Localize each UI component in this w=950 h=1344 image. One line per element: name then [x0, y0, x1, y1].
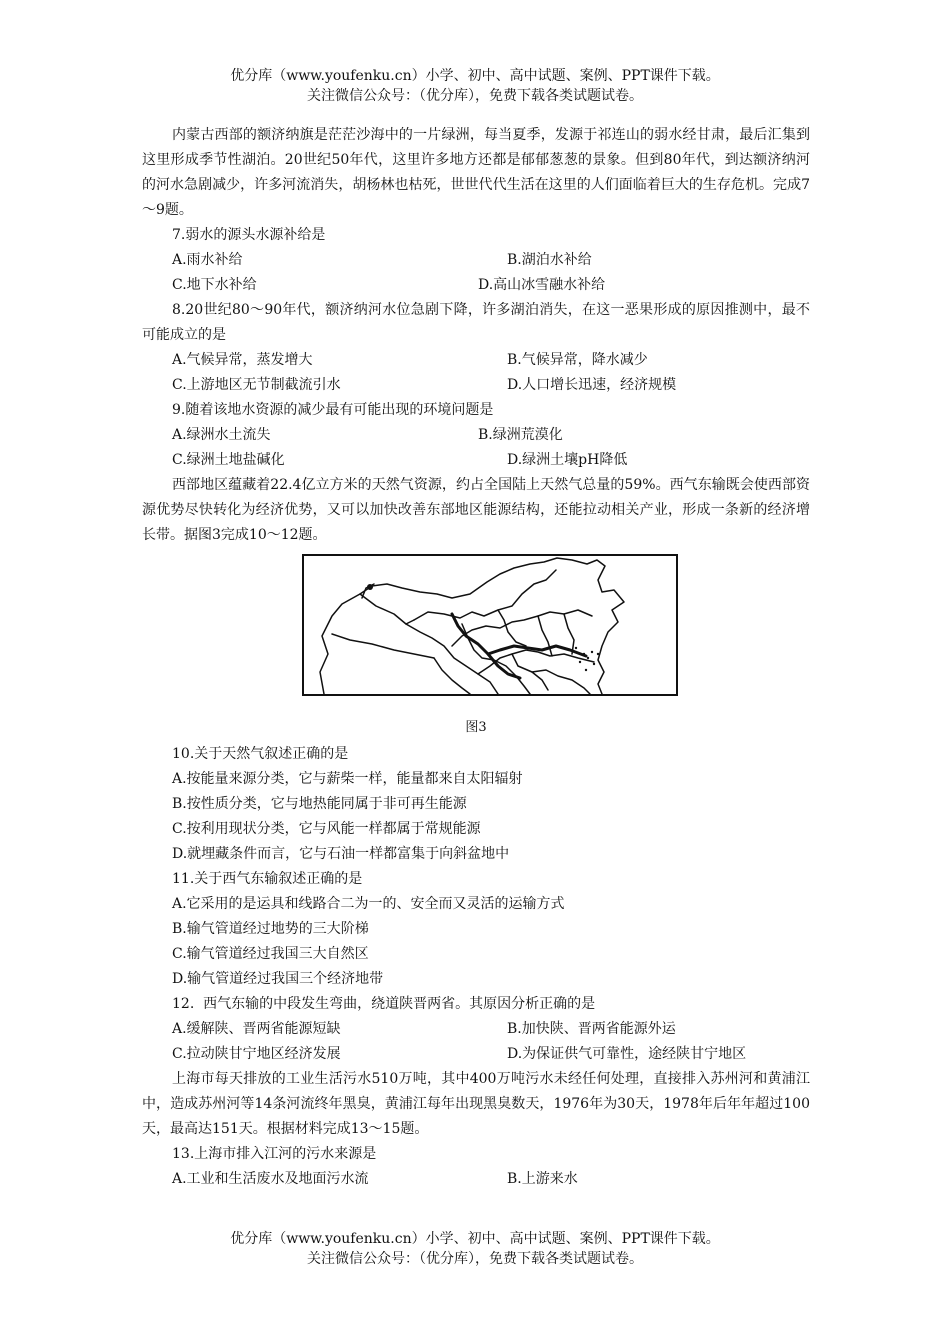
q10-option-a: A.按能量来源分类，它与薪柴一样，能量都来自太阳辐射: [172, 771, 523, 787]
q8-options-row-1: [142, 348, 810, 373]
q10-option-c: C.按利用现状分类，它与风能一样都属于常规能源: [172, 821, 481, 837]
q12-option-c: C.拉动陕甘宁地区经济发展: [172, 1046, 341, 1062]
q12-options-row-1: [142, 1017, 810, 1042]
footer-line-1: 优分库（www.youfenku.cn）小学、初中、高中试题、案例、PPT课件下载。: [230, 1231, 720, 1247]
q7-option-c: C.地下水补给: [172, 277, 257, 293]
q11-option-d: D.输气管道经过我国三个经济地带: [172, 971, 384, 987]
q8-options-row-2: [142, 373, 810, 398]
q8-option-a: A.气候异常，蒸发增大: [172, 352, 313, 368]
q8-option-d: D.人口增长迅速，经济规模: [507, 377, 677, 393]
document-body: [142, 123, 810, 1192]
china-outline-map: [302, 554, 678, 696]
q10-stem: 10.关于天然气叙述正确的是: [172, 746, 349, 762]
q10-option-b: B.按性质分类，它与地热能同属于非可再生能源: [172, 796, 467, 812]
q13-option-b: B.上游来水: [507, 1171, 578, 1187]
figure-3-caption: 图3: [465, 720, 487, 735]
figure-3-map: [302, 554, 678, 696]
q7-stem: 7.弱水的源头水源补给是: [172, 227, 326, 243]
header-line-1: 优分库（www.youfenku.cn）小学、初中、高中试题、案例、PPT课件下载。: [230, 68, 720, 84]
q11-option-c: C.输气管道经过我国三大自然区: [172, 946, 369, 962]
q8-stem: 8.20世纪80～90年代，额济纳河水位急剧下降，许多湖泊消失，在这一恶果形成的原因推测中，最不可能成立的是: [142, 302, 810, 343]
q9-options-row-2: [142, 448, 810, 473]
q12-option-b: B.加快陕、晋两省能源外运: [507, 1021, 676, 1037]
q9-stem: 9.随着该地水资源的减少最有可能出现的环境问题是: [172, 402, 494, 418]
q12-options-row-2: [142, 1042, 810, 1067]
q12-option-a: A.缓解陕、晋两省能源短缺: [172, 1021, 341, 1037]
q9-options-row-1: [142, 423, 810, 448]
footer-line-2: 关注微信公众号：（优分库），免费下载各类试题试卷。: [307, 1251, 643, 1267]
q13-stem: 13.上海市排入江河的污水来源是: [172, 1146, 377, 1162]
q12-stem: 12. 西气东输的中段发生弯曲，绕道陕晋两省。其原因分析正确的是: [172, 996, 596, 1012]
q9-option-c: C.绿洲土地盐碱化: [172, 452, 285, 468]
q9-option-b: B.绿洲荒漠化: [478, 427, 563, 443]
passage-3: 上海市每天排放的工业生活污水510万吨，其中400万吨污水未经任何处理，直接排入苏州河和黄浦江中，造成苏州河等14条河流终年黑臭，黄浦江每年出现黑臭数天，1976年为30天，1978年后年年超过100天，最高达151天。根据材料完成13～15题。: [142, 1071, 810, 1137]
q12-option-d: D.为保证供气可靠性，途经陕甘宁地区: [507, 1046, 747, 1062]
page-header: [0, 66, 950, 106]
q7-options-row-2: [142, 273, 810, 298]
q7-option-d: D.高山冰雪融水补给: [478, 277, 606, 293]
page-footer: [0, 1229, 950, 1269]
q11-option-a: A.它采用的是运具和线路合二为一的、安全而又灵活的运输方式: [172, 896, 565, 912]
q9-option-a: A.绿洲水土流失: [172, 427, 271, 443]
q7-options-row-1: [142, 248, 810, 273]
q8-option-c: C.上游地区无节制截流引水: [172, 377, 341, 393]
q11-stem: 11.关于西气东输叙述正确的是: [172, 871, 363, 887]
q13-option-a: A.工业和生活废水及地面污水流: [172, 1171, 369, 1187]
q7-option-a: A.雨水补给: [172, 252, 243, 268]
q11-option-b: B.输气管道经过地势的三大阶梯: [172, 921, 369, 937]
q7-option-b: B.湖泊水补给: [507, 252, 592, 268]
passage-1: 内蒙古西部的额济纳旗是茫茫沙海中的一片绿洲，每当夏季，发源于祁连山的弱水经甘肃，最后汇集到这里形成季节性湖泊。20世纪50年代，这里许多地方还都是郁郁葱葱的景象。但到80年代，到达额济纳河的河水急剧减少，许多河流消失，胡杨林也枯死，世世代代生活在这里的人们面临着巨大的生存危机。完成7～9题。: [142, 127, 810, 218]
q13-options-row-1: [142, 1167, 810, 1192]
q10-option-d: D.就埋藏条件而言，它与石油一样都富集于向斜盆地中: [172, 846, 510, 862]
q9-option-d: D.绿洲土壤pH降低: [507, 452, 628, 468]
q8-option-b: B.气候异常，降水减少: [507, 352, 648, 368]
header-line-2: 关注微信公众号：（优分库），免费下载各类试题试卷。: [307, 88, 643, 104]
passage-2: 西部地区蕴藏着22.4亿立方米的天然气资源，约占全国陆上天然气总量的59%。西气东输既会使西部资源优势尽快转化为经济优势，又可以加快改善东部地区能源结构，还能拉动相关产业，形成一条新的经济增长带。据图3完成10～12题。: [142, 477, 810, 543]
